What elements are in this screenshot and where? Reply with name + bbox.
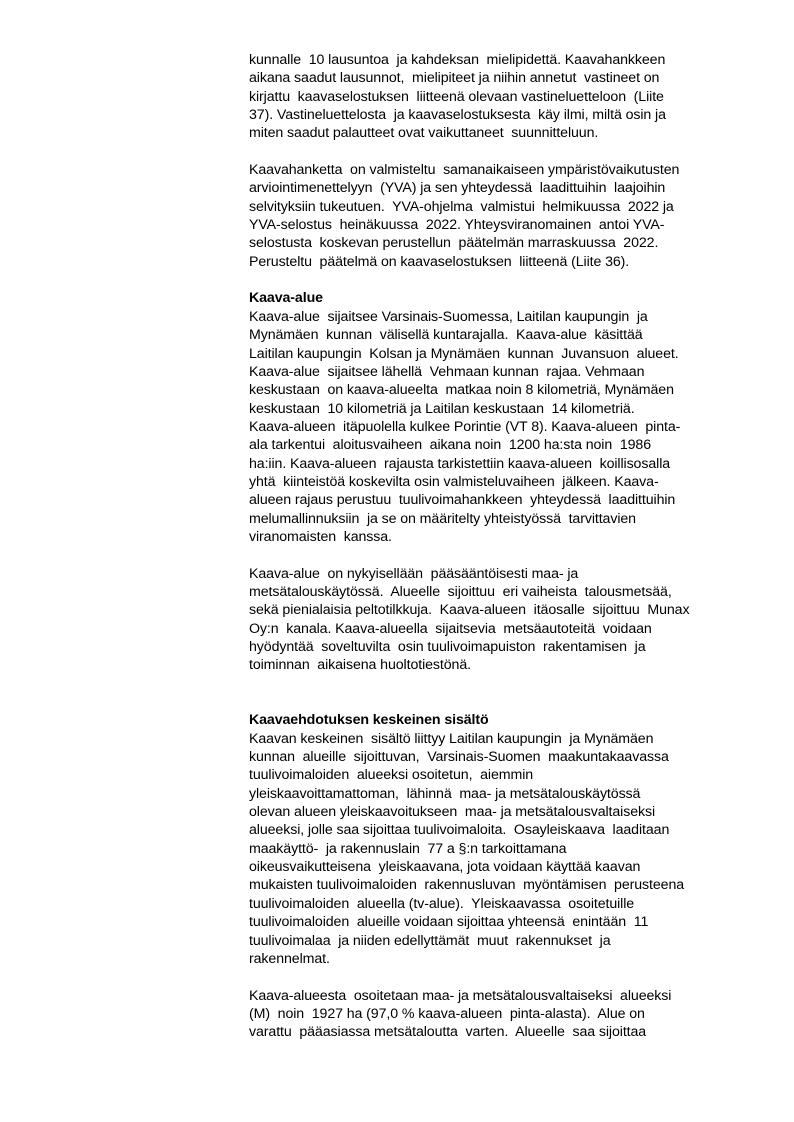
text-line: yleiskaavoittamattoman, lähinnä maa- ja metsätalouskäytössä [249, 785, 641, 802]
text-line: ala tarkentui aloitusvaiheen aikana noin 1200 ha:sta noin 1986 [249, 437, 651, 454]
paragraph-spacer [249, 546, 749, 564]
text-line: kunnan alueille sijoittuvan, Varsinais-Suomen maakuntakaavassa [249, 749, 669, 766]
text-line: selvityksiin tukeutuen. YVA-ohjelma valmistui helmikuussa 2022 ja [249, 198, 674, 215]
paragraph-spacer [249, 675, 749, 712]
text-line: toiminnan aikaisena huoltotiestönä. [249, 657, 471, 674]
section-heading-kaava-alue: Kaava-alue [249, 290, 323, 307]
text-line: alueen rajaus perustuu tuulivoimahankkeen yhteydessä laadittuihin [249, 492, 676, 509]
text-line: metsätalouskäytössä. Alueelle sijoittuu eri vaiheista talousmetsää, [249, 583, 672, 600]
paragraph-spacer [249, 968, 749, 986]
text-line: keskustaan on kaava-alueelta matkaa noin 8 kilometriä, Mynämäen [249, 382, 674, 399]
text-line: Laitilan kaupungin Kolsan ja Mynämäen kunnan Juvansuon alueet. [249, 345, 679, 362]
paragraph-m-area [249, 987, 749, 1042]
text-line: rakennelmat. [249, 950, 330, 967]
text-line: kirjattu kaavaselostuksen liitteenä olevaan vastineluetteloon (Liite [249, 88, 664, 105]
text-line: mukaisten tuulivoimaloiden rakennusluvan myöntämisen perusteena [249, 877, 685, 894]
paragraph-main-content [249, 730, 749, 968]
text-line: tuulivoimalaa ja niiden edellyttämät muut rakennukset ja [249, 932, 611, 949]
text-line: tuulivoimaloiden alueille voidaan sijoittaa yhteensä enintään 11 [249, 914, 649, 931]
text-line: Kaava-alue on nykyisellään pääsääntöisesti maa- ja [249, 565, 579, 582]
text-line: Kaava-alue sijaitsee Varsinais-Suomessa, Laitilan kaupungin ja [249, 308, 648, 325]
text-line: maakäyttö- ja rakennuslain 77 a §:n tarkoittamana [249, 840, 567, 857]
paragraph-spacer [249, 143, 749, 161]
text-line: hyödyntää soveltuvilta osin tuulivoimapuiston rakentamisen ja [249, 639, 646, 655]
text-line: miten saadut palautteet ovat vaikuttaneet suunnitteluun. [249, 125, 599, 142]
text-line: sekä pienialaisia peltotilkkuja. Kaava-alueen itäosalle sijoittuu Munax [249, 602, 690, 619]
text-line: selostusta koskevan perustellun päätelmän marraskuussa 2022. [249, 235, 659, 252]
text-line: varattu pääasiassa metsätaloutta varten. Alueelle saa sijoittaa [249, 1024, 647, 1041]
paragraph-plan-area [249, 308, 749, 546]
section-heading-main-content: Kaavaehdotuksen keskeinen sisältö [249, 712, 489, 729]
text-line: tuulivoimaloiden alueella (tv-alue). Yleiskaavassa osoitetuille [249, 895, 635, 912]
text-line: Kaava-alueen itäpuolella kulkee Porintie (VT 8). Kaava-alueen pinta- [249, 418, 681, 435]
text-line: Kaavan keskeinen sisältö liittyy Laitilan kaupungin ja Mynämäen [249, 730, 654, 747]
text-line: 37). Vastineluettelosta ja kaavaselostuksesta käy ilmi, miltä osin ja [249, 107, 666, 124]
paragraph-feedback [249, 51, 749, 143]
document-page [249, 51, 749, 1042]
text-line: oikeusvaikutteisena yleiskaavana, jota voidaan käyttää kaavan [249, 859, 641, 876]
text-line: ha:iin. Kaava-alueen rajausta tarkistettiin kaava-alueen koillisosalla [249, 455, 671, 472]
text-line: alueeksi, jolle saa sijoittaa tuulivoimaloita. Osayleiskaava laaditaan [249, 822, 670, 839]
text-line: olevan alueen yleiskaavoitukseen maa- ja metsätalousvaltaiseksi [249, 804, 656, 821]
text-line: arviointimenettelyyn (YVA) ja sen yhteydessä laadittuihin laajoihin [249, 180, 666, 197]
text-line: viranomaisten kanssa. [249, 528, 392, 545]
paragraph-spacer [249, 271, 749, 289]
text-line: (M) noin 1927 ha (97,0 % kaava-alueen pinta-alasta). Alue on [249, 1005, 645, 1022]
paragraph-land-use [249, 565, 749, 675]
text-line: Mynämäen kunnan välisellä kuntarajalla. Kaava-alue käsittää [249, 327, 643, 344]
text-line: yhtä kiinteistöä koskevilta osin valmisteluvaiheen jälkeen. Kaava- [249, 473, 659, 490]
text-line: Oy:n kanala. Kaava-alueella sijaitsevia metsäautoteitä voidaan [249, 620, 652, 637]
text-line: Kaavahanketta on valmisteltu samanaikaiseen ympäristövaikutusten [249, 162, 680, 179]
text-line: Kaava-alue sijaitsee lähellä Vehmaan kunnan rajaa. Vehmaan [249, 363, 645, 380]
paragraph-yva [249, 161, 749, 271]
text-line: Perusteltu päätelmä on kaavaselostuksen liitteenä (Liite 36). [249, 253, 630, 270]
text-line: Kaava-alueesta osoitetaan maa- ja metsätalousvaltaiseksi alueeksi [249, 987, 672, 1004]
text-line: aikana saadut lausunnot, mielipiteet ja niihin annetut vastineet on [249, 70, 660, 87]
text-line: tuulivoimaloiden alueeksi osoitetun, aiemmin [249, 767, 534, 784]
text-line: keskustaan 10 kilometriä ja Laitilan keskustaan 14 kilometriä. [249, 400, 635, 417]
text-line: YVA-selostus heinäkuussa 2022. Yhteysviranomainen antoi YVA- [249, 217, 665, 234]
text-line: melumallinnuksiin ja se on määritelty yhteistyössä tarvittavien [249, 510, 636, 527]
text-line: kunnalle 10 lausuntoa ja kahdeksan mielipidettä. Kaavahankkeen [249, 52, 666, 68]
